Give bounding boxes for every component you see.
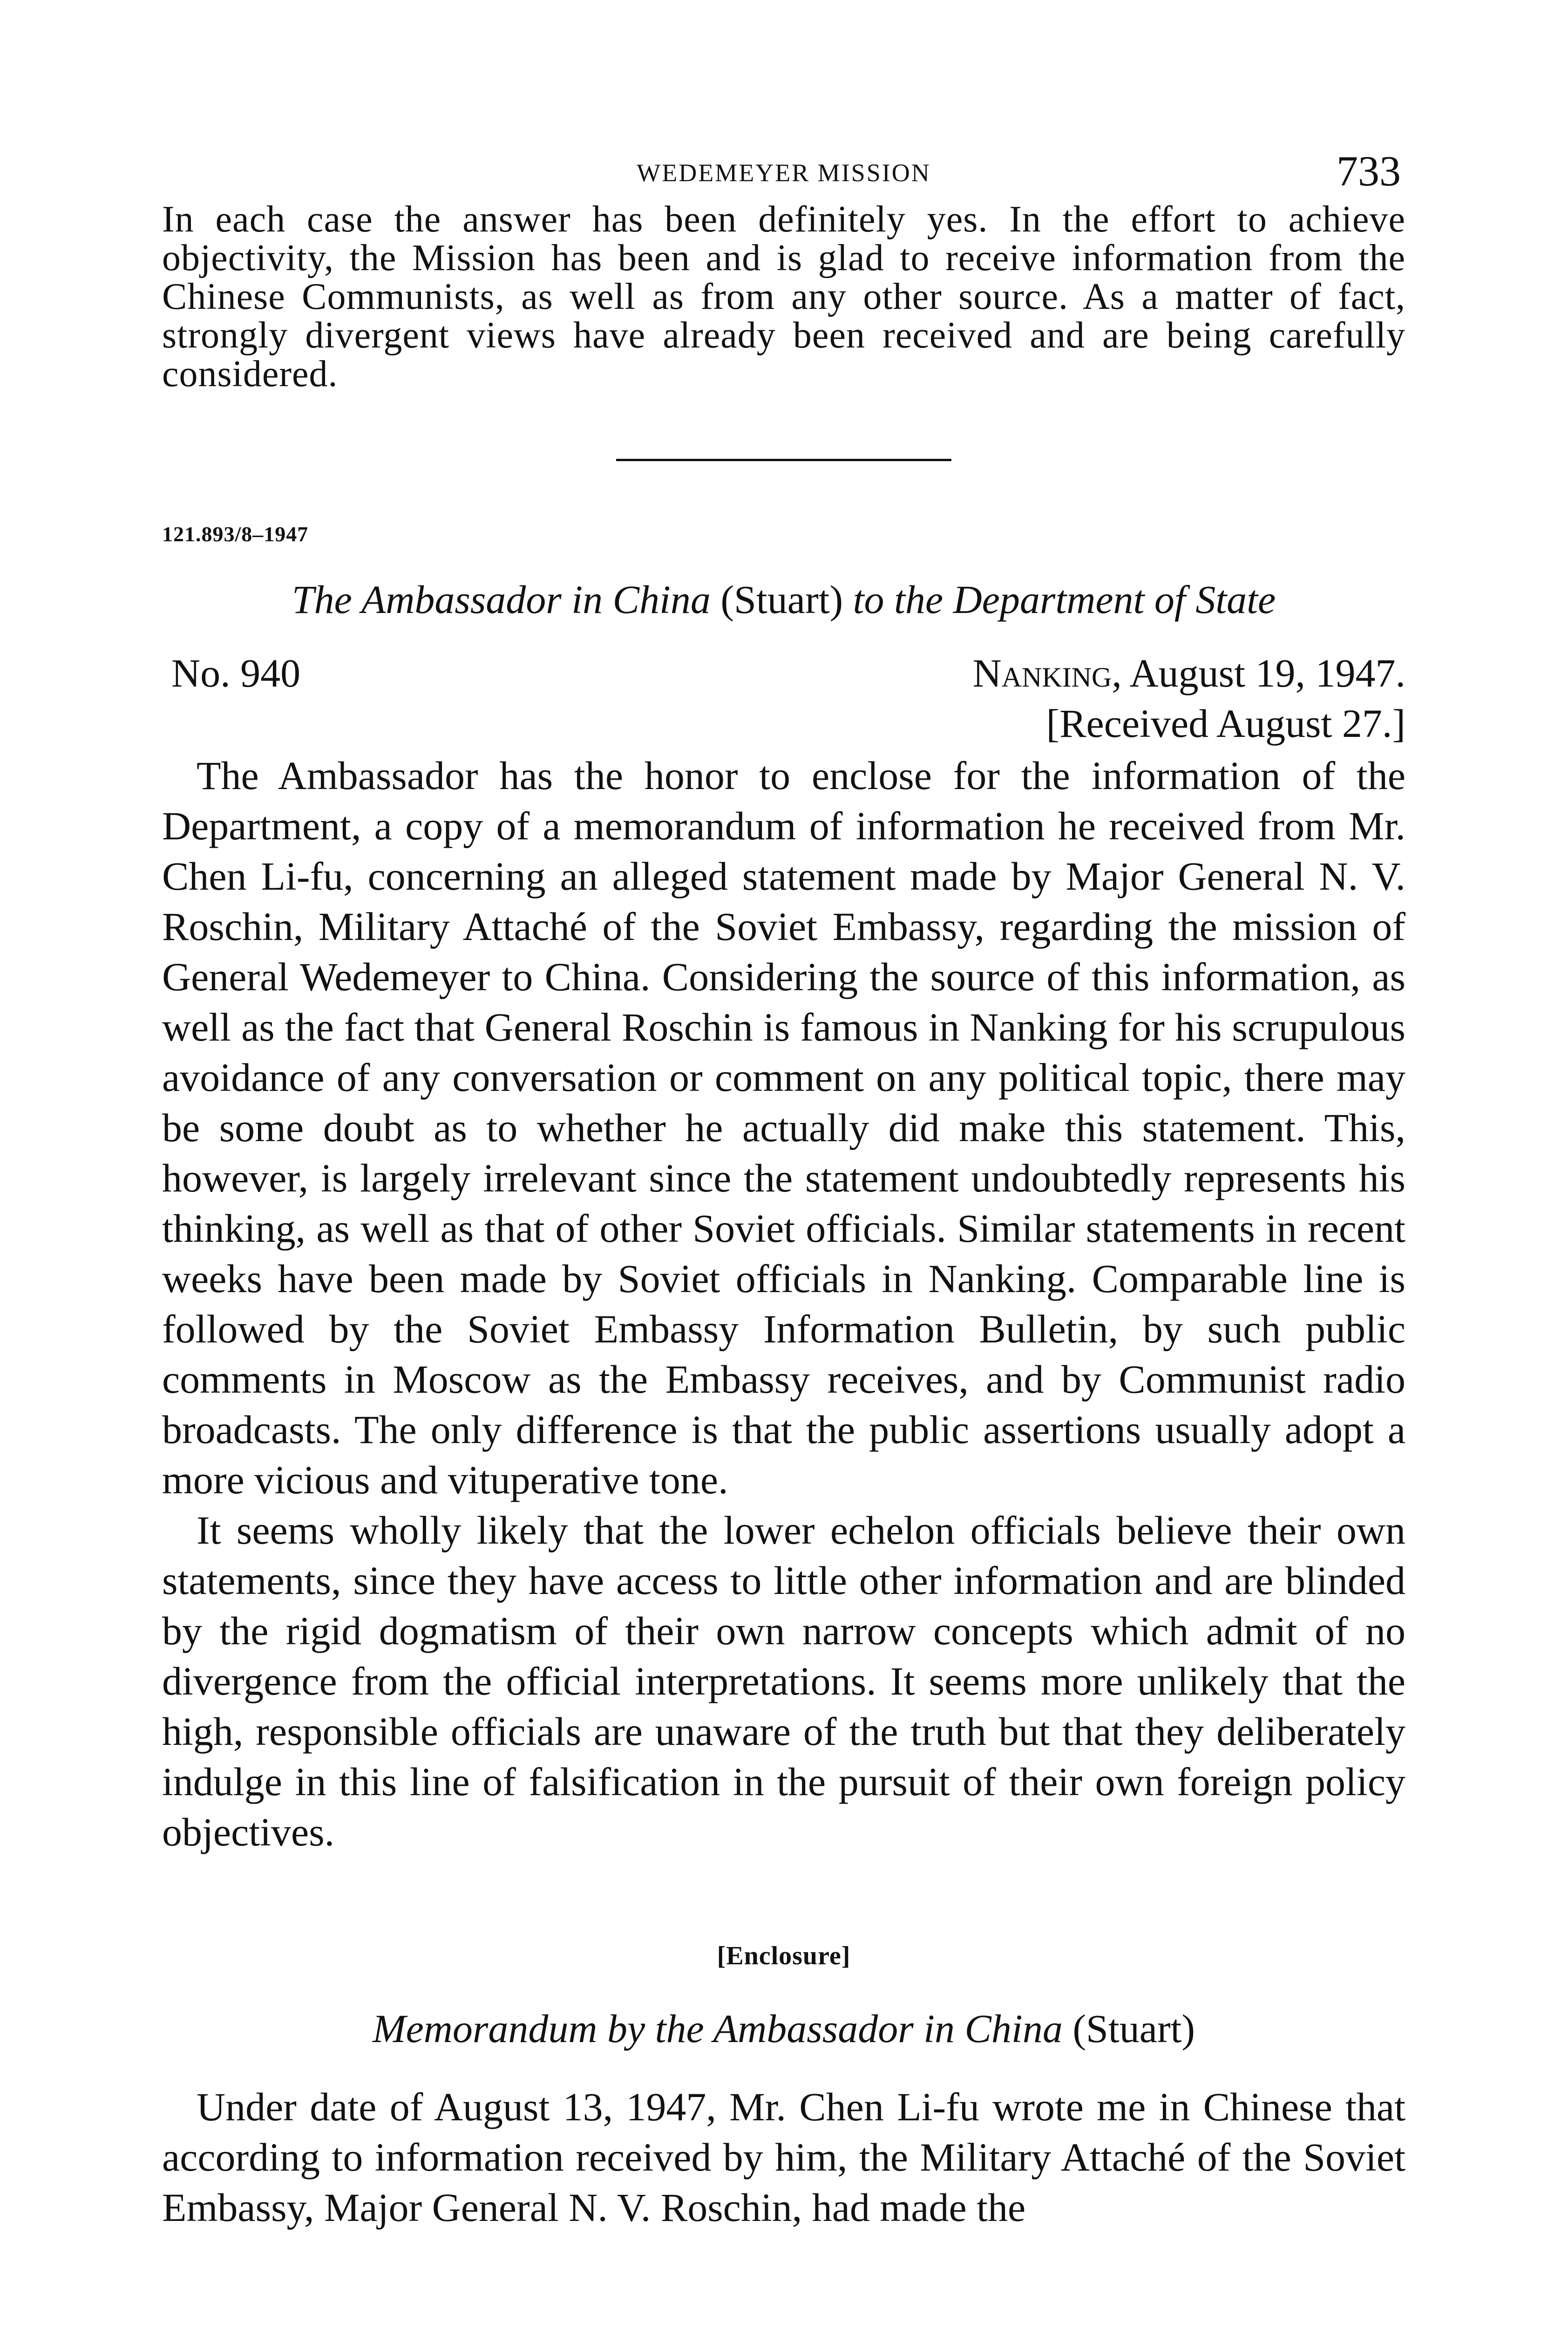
document-page: [162, 140, 1405, 2233]
page-number: 733: [1337, 147, 1401, 195]
memorandum-heading: [162, 2003, 1405, 2054]
document-heading-suffix: to the Department of State: [843, 577, 1276, 622]
dateline: [162, 648, 1405, 750]
document-heading-prefix: The Ambassador in China: [292, 577, 721, 622]
opening-paragraph: In each case the answer has been definitely yes. In the effort to achieve objectivity, the Mission has been and is glad to receive information from the Chinese Communists, as well as from any other source. As a matter of fact, strongly divergent views have already been received and are being carefully considered.: [162, 199, 1405, 395]
body-paragraph-1: The Ambassador has the honor to enclose for the information of the Department, a copy of a memorandum of information he received from Mr. Chen Li-fu, concerning an alleged statement made by Major General N. V. Roschin, Military Attaché of the Soviet Embassy, regarding the mission of General Wedemeyer to China. Considering the source of this information, as well as the fact that General Roschin is famous in Nanking for his scrupulous avoidance of any conversation or comment on any political topic, there may be some doubt as to whether he actually did make this statement. This, however, is largely irrelevant since the statement undoubtedly represents his thinking, as well as that of other Soviet officials. Similar statements in recent weeks have been made by Soviet officials in Nanking. Comparable line is followed by the Soviet Embassy Information Bulletin, by such public comments in Moscow as the Embassy receives, and by Communist radio broadcasts. The only difference is that the public assertions usually adopt a more vicious and vituperative tone.: [162, 753, 1405, 1502]
section-divider: [616, 459, 951, 461]
place-date: [973, 648, 1405, 698]
document-number: No. 940: [171, 651, 301, 695]
running-header: [162, 140, 1405, 200]
running-title: WEDEMEYER MISSION: [637, 159, 931, 187]
place-name: Nanking: [972, 651, 1112, 695]
memorandum-heading-name: (Stuart): [1072, 2006, 1195, 2051]
enclosure-label: [Enclosure]: [717, 1941, 851, 1970]
document-heading: [162, 574, 1405, 625]
memorandum-heading-prefix: Memorandum by the Ambassador in China: [372, 2006, 1073, 2051]
dispatch-date: , August 19, 1947.: [1112, 651, 1405, 695]
document-heading-name: (Stuart): [720, 577, 843, 622]
memorandum-paragraph: Under date of August 13, 1947, Mr. Chen Li-fu wrote me in Chinese that according to information received by him, the Military Attaché of the Soviet Embassy, Major General N. V. Roschin, had made the: [162, 2084, 1405, 2230]
file-reference: 121.893/8–1947: [162, 522, 309, 546]
received-date: [Received August 27.]: [1046, 701, 1405, 746]
body-paragraph-2: It seems wholly likely that the lower echelon officials believe their own statements, since they have access to little other information and are blinded by the rigid dogmatism of their own narrow concepts which admit of no divergence from the official interpretations. It seems more unlikely that the high, responsible officials are unaware of the truth but that they deliberately indulge in this line of falsification in the pursuit of their own foreign policy objectives.: [162, 1508, 1405, 1854]
